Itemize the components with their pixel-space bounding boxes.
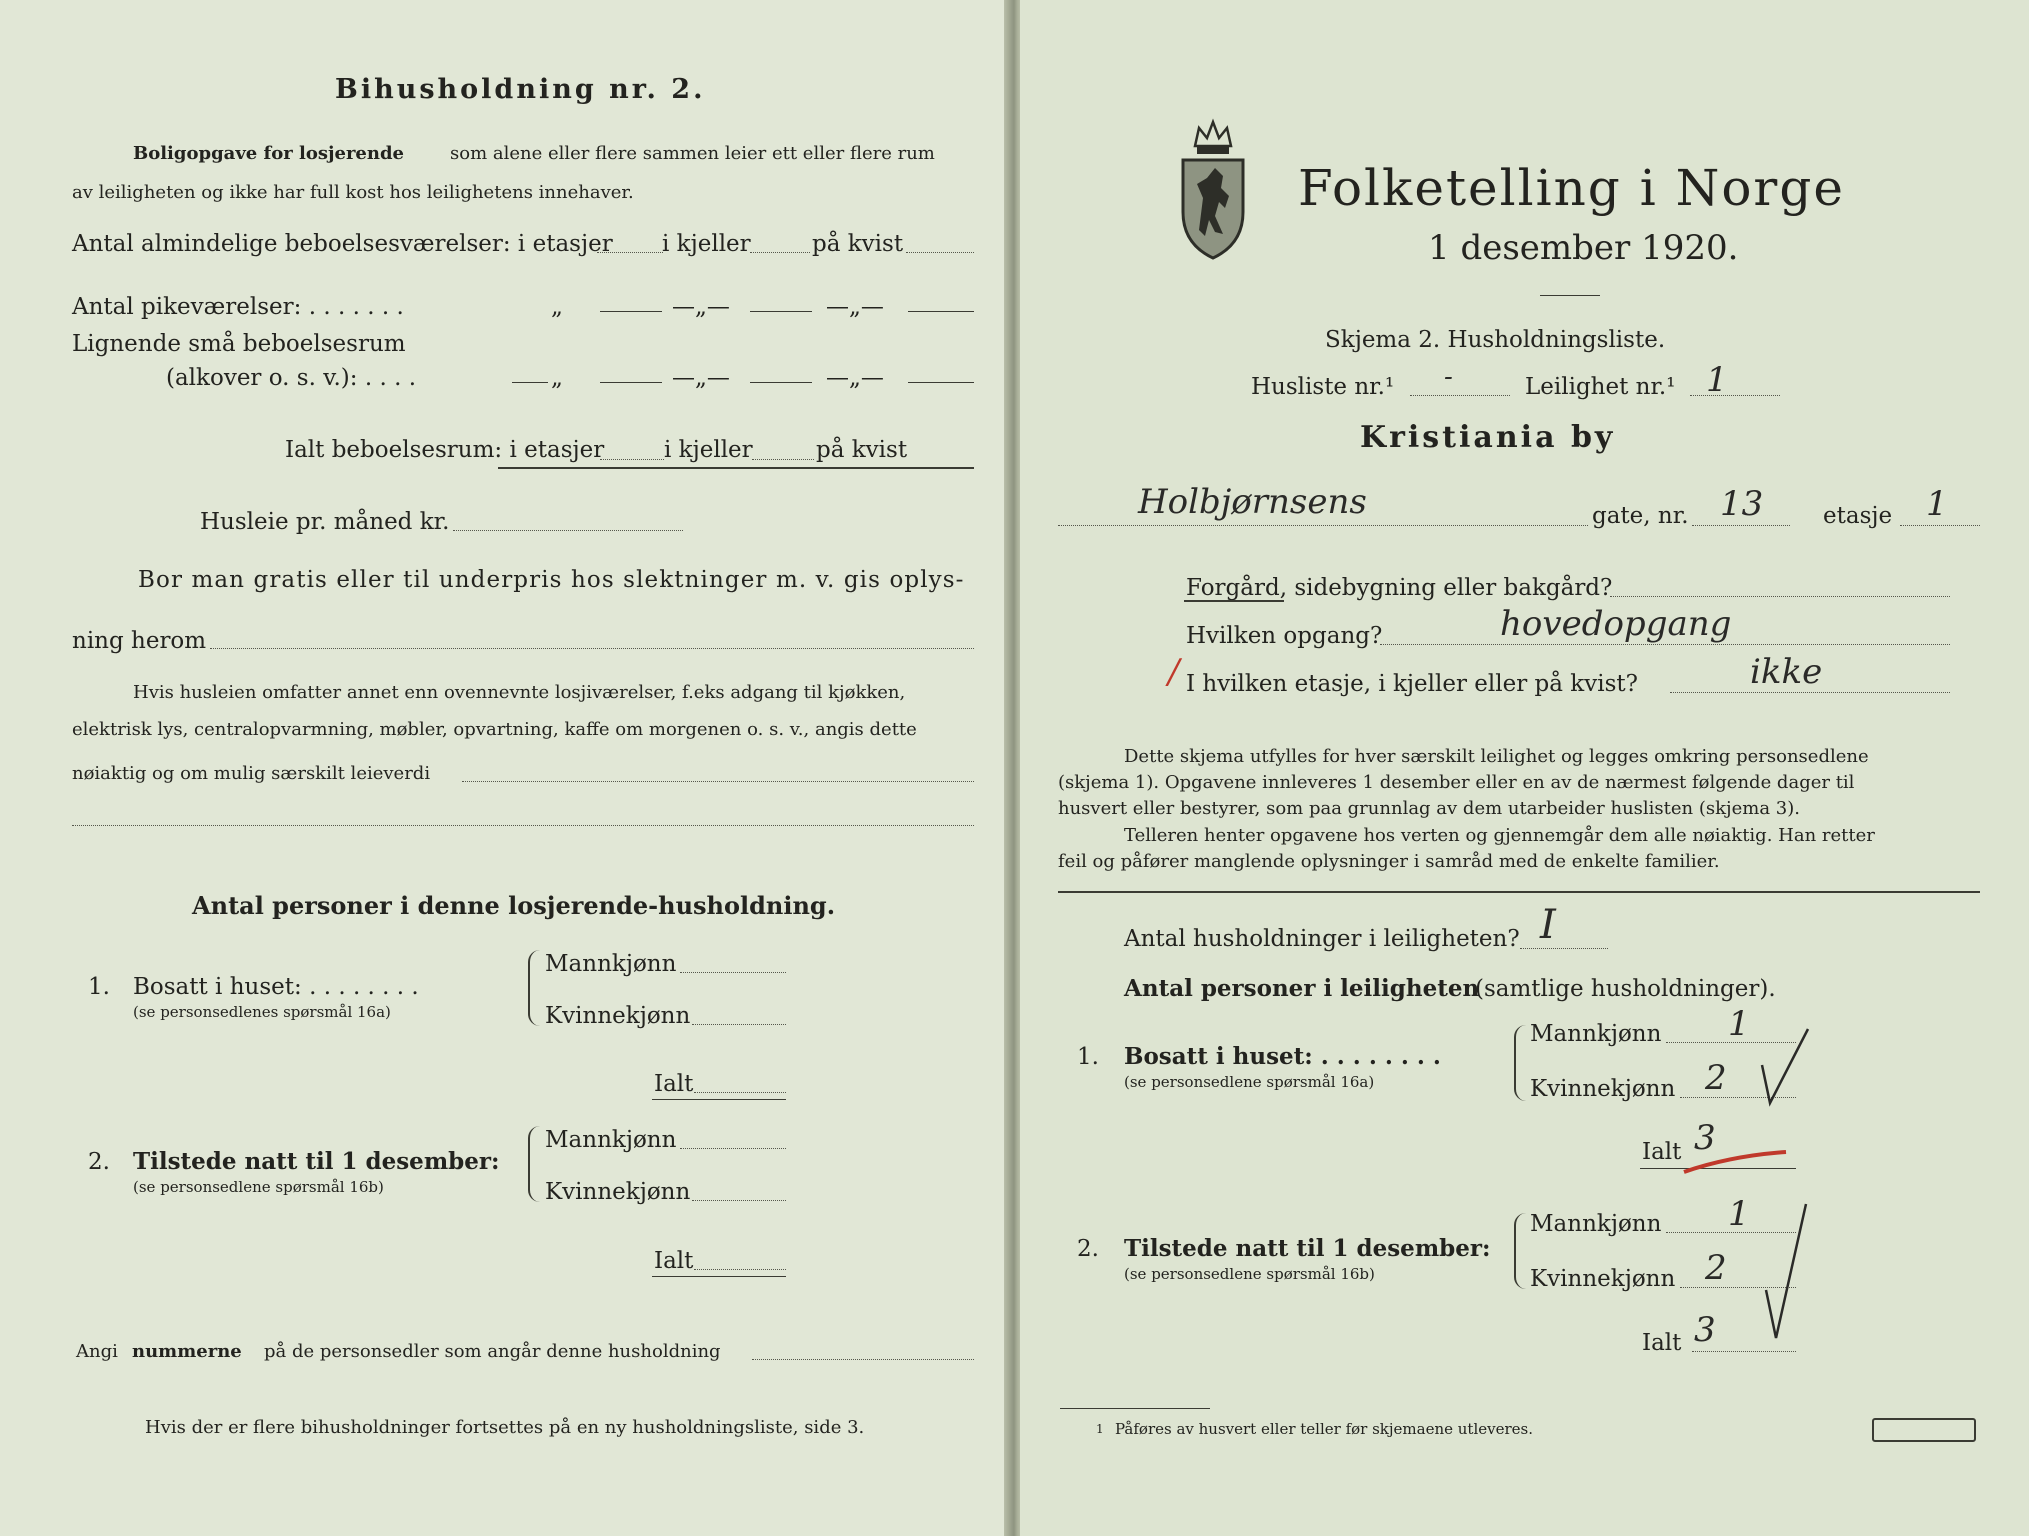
street-line <box>1058 525 1588 526</box>
left-q1-ialt-rule <box>652 1099 786 1100</box>
lignende-ditto-2: —„— <box>672 365 730 391</box>
hvis-line <box>462 781 974 782</box>
skjema-label: Skjema 2. Husholdningsliste. <box>1325 327 1666 353</box>
etasje-question-mark: / <box>1168 652 1180 692</box>
right-q2-mann: Mannkjønn <box>1530 1211 1662 1237</box>
ialt-kjeller: i kjeller <box>664 437 753 463</box>
angi-pre: Angi <box>76 1341 118 1362</box>
ialt-etasjer-line <box>600 459 664 460</box>
right-q2-mann-value: 1 <box>1728 1194 1750 1234</box>
etasje-question-value: ikke <box>1750 652 1823 692</box>
rooms-kvist: på kvist <box>812 231 904 257</box>
antal-husholdninger-line <box>1520 948 1608 949</box>
angi-post: på de personsedler som angår denne husholdning <box>264 1341 721 1362</box>
lignende-line-1 <box>600 382 662 383</box>
antal-personer-rest: (samtlige husholdninger). <box>1475 976 1776 1002</box>
ialt-kvist: på kvist <box>816 437 908 463</box>
info-line-1: Dette skjema utfylles for hver særskilt leilighet og legges omkring personsedlene <box>1124 746 1869 767</box>
left-q2-mann: Mannkjønn <box>545 1127 677 1153</box>
etasje-line <box>1900 525 1980 526</box>
lignende-ditto-1: „ <box>551 365 563 391</box>
lignende-line-0 <box>512 382 548 383</box>
left-q1-mann-line <box>680 972 786 973</box>
left-page <box>0 0 1010 1536</box>
right-q1-mann-value: 1 <box>1728 1004 1750 1044</box>
left-q2-ialt: Ialt <box>654 1248 694 1274</box>
husleie-label: Husleie pr. måned kr. <box>200 509 450 535</box>
angi-line <box>752 1359 974 1360</box>
ialt-label: Ialt beboelsesrum: i etasjer <box>285 437 605 463</box>
pike-line-2 <box>750 311 812 312</box>
opgang-value: hovedopgang <box>1500 604 1732 644</box>
left-q2-label: Tilstede natt til 1 desember: <box>133 1148 500 1175</box>
check-mark-2 <box>1756 1200 1816 1350</box>
forgard-underline <box>1184 600 1284 602</box>
opgang-question: Hvilken opgang? <box>1186 623 1383 649</box>
right-q1-num: 1. <box>1077 1044 1099 1070</box>
angi-bold: nummerne <box>132 1341 242 1362</box>
hvis-line-3: nøiaktig og om mulig særskilt leieverdi <box>72 763 431 784</box>
left-q2-ialt-line <box>694 1269 786 1270</box>
leilighet-value: 1 <box>1706 360 1728 400</box>
left-footer: Hvis der er flere bihusholdninger fortsettes på en ny husholdningsliste, side 3. <box>145 1417 865 1438</box>
husleie-line <box>453 530 683 531</box>
right-q1-mann: Mannkjønn <box>1530 1021 1662 1047</box>
right-q2-ialt-line <box>1692 1351 1796 1352</box>
pike-ditto-2: —„— <box>672 294 730 320</box>
left-q1-sub: (se personsedlenes spørsmål 16a) <box>133 1003 391 1021</box>
right-q2-brace <box>1514 1213 1526 1289</box>
left-q1-label: Bosatt i huset: . . . . . . . . <box>133 974 419 1000</box>
right-q2-sub: (se personsedlene spørsmål 16b) <box>1124 1265 1375 1283</box>
right-q1-ialt: Ialt <box>1642 1139 1682 1165</box>
right-page <box>1020 0 2029 1536</box>
left-q2-brace <box>528 1126 540 1202</box>
intro-line2: av leiligheten og ikke har full kost hos leilighetens innehaver. <box>72 182 634 203</box>
nr-value: 13 <box>1720 484 1764 524</box>
lignende-1: Lignende små beboelsesrum <box>72 331 406 357</box>
check-mark-1 <box>1756 1025 1816 1115</box>
forgard-line <box>1610 596 1950 597</box>
right-q1-kvinne: Kvinnekjønn <box>1530 1076 1676 1102</box>
intro-rest: som alene eller flere sammen leier ett eller flere rum <box>450 143 935 164</box>
right-q1-kvinne-value: 2 <box>1705 1058 1727 1098</box>
left-q2-mann-line <box>680 1148 786 1149</box>
gate-nr-line <box>1692 525 1790 526</box>
left-title: Bihusholdning nr. 2. <box>335 74 706 105</box>
left-q2-kvinne: Kvinnekjønn <box>545 1179 691 1205</box>
antal-personer-bold: Antal personer i leiligheten <box>1124 975 1480 1002</box>
printer-stamp <box>1872 1418 1976 1442</box>
left-q1-kvinne-line <box>692 1024 786 1025</box>
bor-line-2: ning herom <box>72 628 207 654</box>
lignende-ditto-3: —„— <box>826 365 884 391</box>
left-q2-num: 2. <box>88 1149 110 1175</box>
opgang-line <box>1380 644 1950 645</box>
left-q1-num: 1. <box>88 974 110 1000</box>
footnote-text: Påføres av husvert eller teller før skjemaene utleveres. <box>1115 1420 1533 1438</box>
ialt-correction-mark <box>1680 1148 1790 1178</box>
right-q2-kvinne-value: 2 <box>1705 1248 1727 1288</box>
gate-label: gate, nr. <box>1592 503 1689 529</box>
info-line-4: Telleren henter opgavene hos verten og gjennemgår dem alle nøiaktig. Han retter <box>1124 825 1875 846</box>
intro-bold: Boligopgave for losjerende <box>133 143 405 164</box>
right-q1-label: Bosatt i huset: . . . . . . . . <box>1124 1043 1441 1070</box>
antal-husholdninger-value: I <box>1540 902 1556 948</box>
ialt-rule <box>498 467 974 469</box>
pike-line-3 <box>908 311 974 312</box>
left-q1-brace <box>528 950 540 1026</box>
hvis-line-1: Hvis husleien omfatter annet enn ovennevnte losjiværelser, f.eks adgang til kjøkken, <box>133 682 906 703</box>
right-q2-kvinne: Kvinnekjønn <box>1530 1266 1676 1292</box>
etasje-value: 1 <box>1926 484 1948 524</box>
date-rule <box>1540 295 1600 296</box>
city-label: Kristiania by <box>1360 420 1616 455</box>
coat-of-arms-icon <box>1175 112 1251 262</box>
etasje-question-line <box>1670 692 1950 693</box>
etasje-question: I hvilken etasje, i kjeller eller på kvist? <box>1186 671 1638 697</box>
rooms-kjeller: i kjeller <box>662 231 751 257</box>
husliste-line <box>1410 395 1510 396</box>
left-q2-ialt-rule <box>652 1276 786 1277</box>
pike-label: Antal pikeværelser: . . . . . . . <box>72 294 404 320</box>
left-q1-mann: Mannkjønn <box>545 951 677 977</box>
left-q1-ialt-line <box>694 1092 786 1093</box>
forgard-question: Forgård, sidebygning eller bakgård? <box>1186 575 1613 601</box>
left-q2-kvinne-line <box>692 1200 786 1201</box>
pike-ditto-1: „ <box>551 294 563 320</box>
hvis-line-extra <box>72 825 974 826</box>
leilighet-line <box>1690 395 1780 396</box>
right-q1-sub: (se personsedlene spørsmål 16a) <box>1124 1073 1375 1091</box>
left-antal-heading: Antal personer i denne losjerende-husholdning. <box>192 891 836 920</box>
ialt-kjeller-line <box>752 459 814 460</box>
husliste-label: Husliste nr.¹ <box>1251 374 1395 400</box>
bor-line-1: Bor man gratis eller til underpris hos slektninger m. v. gis oplys- <box>138 567 965 593</box>
rooms-label: Antal almindelige beboelsesværelser: i etasjer <box>72 231 613 257</box>
left-q1-kvinne: Kvinnekjønn <box>545 1003 691 1029</box>
left-q1-ialt: Ialt <box>654 1071 694 1097</box>
right-q2-num: 2. <box>1077 1236 1099 1262</box>
left-q2-sub: (se personsedlene spørsmål 16b) <box>133 1178 384 1196</box>
census-date: 1 desember 1920. <box>1428 228 1739 268</box>
footnote-rule <box>1060 1408 1210 1409</box>
info-line-3: husvert eller bestyrer, som paa grunnlag av dem utarbeider huslisten (skjema 3). <box>1058 798 1800 819</box>
street-value: Holbjørnsens <box>1138 482 1367 522</box>
lignende-line-2 <box>750 382 812 383</box>
leilighet-label: Leilighet nr.¹ <box>1525 374 1676 400</box>
info-rule <box>1058 891 1980 893</box>
rooms-kjeller-line <box>750 252 810 253</box>
info-line-5: feil og påfører manglende oplysninger i samråd med de enkelte familier. <box>1058 851 1720 872</box>
right-title: Folketelling i Norge <box>1298 159 1845 217</box>
right-q2-ialt-value: 3 <box>1694 1310 1716 1350</box>
pike-ditto-3: —„— <box>826 294 884 320</box>
hvis-line-2: elektrisk lys, centralopvarmning, møbler, opvartning, kaffe om morgenen o. s. v., angis dette <box>72 719 917 740</box>
antal-husholdninger-label: Antal husholdninger i leiligheten? <box>1124 926 1520 952</box>
pike-line-1 <box>600 311 662 312</box>
right-q1-brace <box>1514 1025 1526 1101</box>
lignende-2: (alkover o. s. v.): . . . . <box>166 365 417 391</box>
footnote-number: 1 <box>1096 1422 1104 1436</box>
rooms-etasjer-line <box>597 252 663 253</box>
right-q1-ialt-value: 3 <box>1694 1118 1716 1158</box>
right-q2-label: Tilstede natt til 1 desember: <box>1124 1235 1491 1262</box>
husliste-value: - <box>1444 362 1453 392</box>
rooms-kvist-line <box>906 252 974 253</box>
info-line-2: (skjema 1). Opgavene innleveres 1 desember eller en av de nærmest følgende dager til <box>1058 772 1855 793</box>
lignende-line-3 <box>908 382 974 383</box>
etasje-label: etasje <box>1823 503 1893 529</box>
bor-line <box>210 648 974 649</box>
right-q2-ialt: Ialt <box>1642 1330 1682 1356</box>
